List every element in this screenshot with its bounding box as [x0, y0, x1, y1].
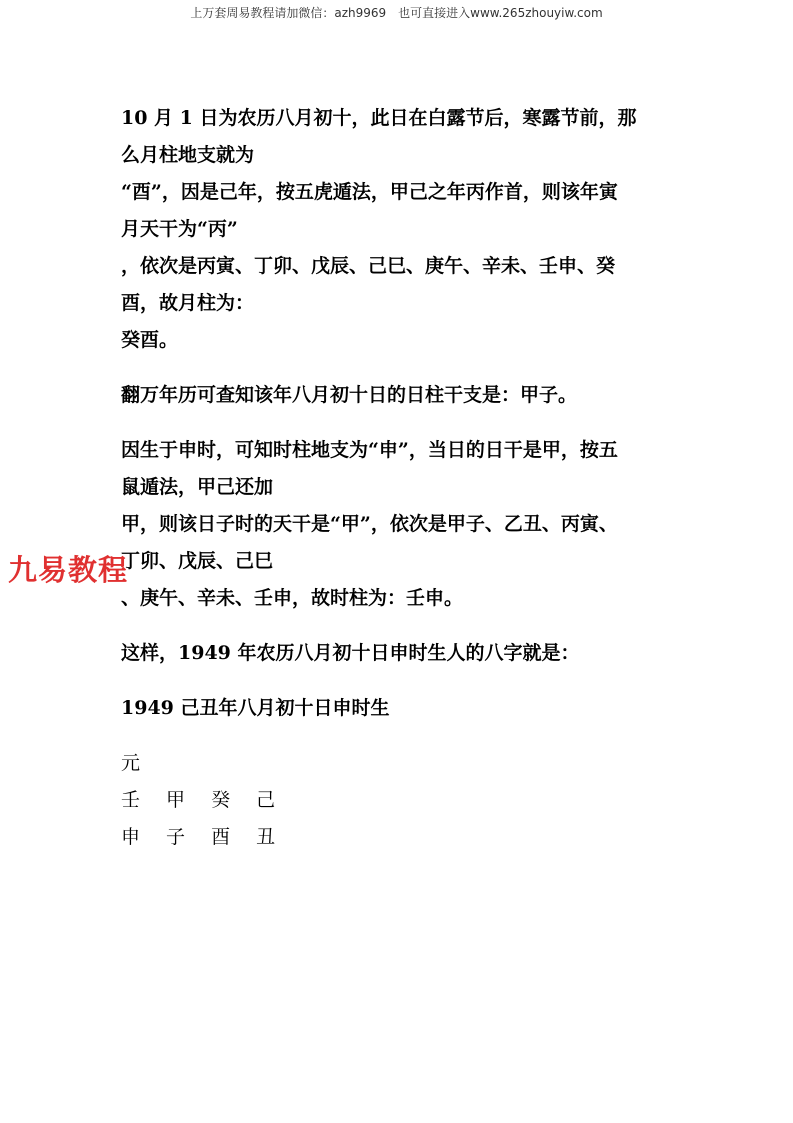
- text-line: 鼠遁法，甲己还加: [121, 476, 274, 498]
- paragraph-day-pillar: [121, 377, 691, 414]
- paragraph-month-pillar: [121, 100, 691, 359]
- text-line: 10 月 1 日为农历八月初十，此日在白露节后，寒露节前，那: [121, 107, 637, 129]
- watermark-logo: 九易教程: [8, 553, 129, 587]
- text-line: 酉，故月柱为：: [121, 292, 255, 314]
- bazi-chart: [121, 745, 691, 856]
- text-line: 翻万年历可查知该年八月初十日的日柱干支是：甲子。: [121, 384, 578, 406]
- document-body: [121, 100, 691, 856]
- text-line: 、庚午、辛未、壬申，故时柱为：壬申。: [121, 587, 464, 609]
- bazi-branches-row: 申 子 酉 丑: [121, 826, 286, 848]
- paragraph-hour-pillar: [121, 432, 691, 617]
- paragraph-birth-date: [121, 690, 691, 727]
- bazi-stems-row: 壬 甲 癸 己: [121, 789, 286, 811]
- page-header: 上万套周易教程请加微信：azh9969 也可直接进入www.265zhouyiw.com: [190, 6, 603, 20]
- text-line: 1949 己丑年八月初十日申时生: [121, 697, 390, 719]
- text-line: ，依次是丙寅、丁卯、戊辰、己巳、庚午、辛未、壬申、癸: [121, 255, 616, 277]
- text-line: “酉”，因是己年，按五虎遁法，甲己之年丙作首，则该年寅: [121, 181, 618, 203]
- paragraph-summary: [121, 635, 691, 672]
- text-line: 么月柱地支就为: [121, 144, 255, 166]
- text-line: 月天干为“丙”: [121, 218, 238, 240]
- text-line: 甲，则该日子时的天干是“甲”，依次是甲子、乙丑、丙寅、: [121, 513, 618, 535]
- bazi-label: 元: [121, 752, 141, 774]
- text-line: 这样，1949 年农历八月初十日申时生人的八字就是：: [121, 642, 580, 664]
- text-line: 因生于申时，可知时柱地支为“申”，当日的日干是甲，按五: [121, 439, 618, 461]
- text-line: 丁卯、戊辰、己巳: [121, 550, 274, 572]
- text-line: 癸酉。: [121, 329, 179, 351]
